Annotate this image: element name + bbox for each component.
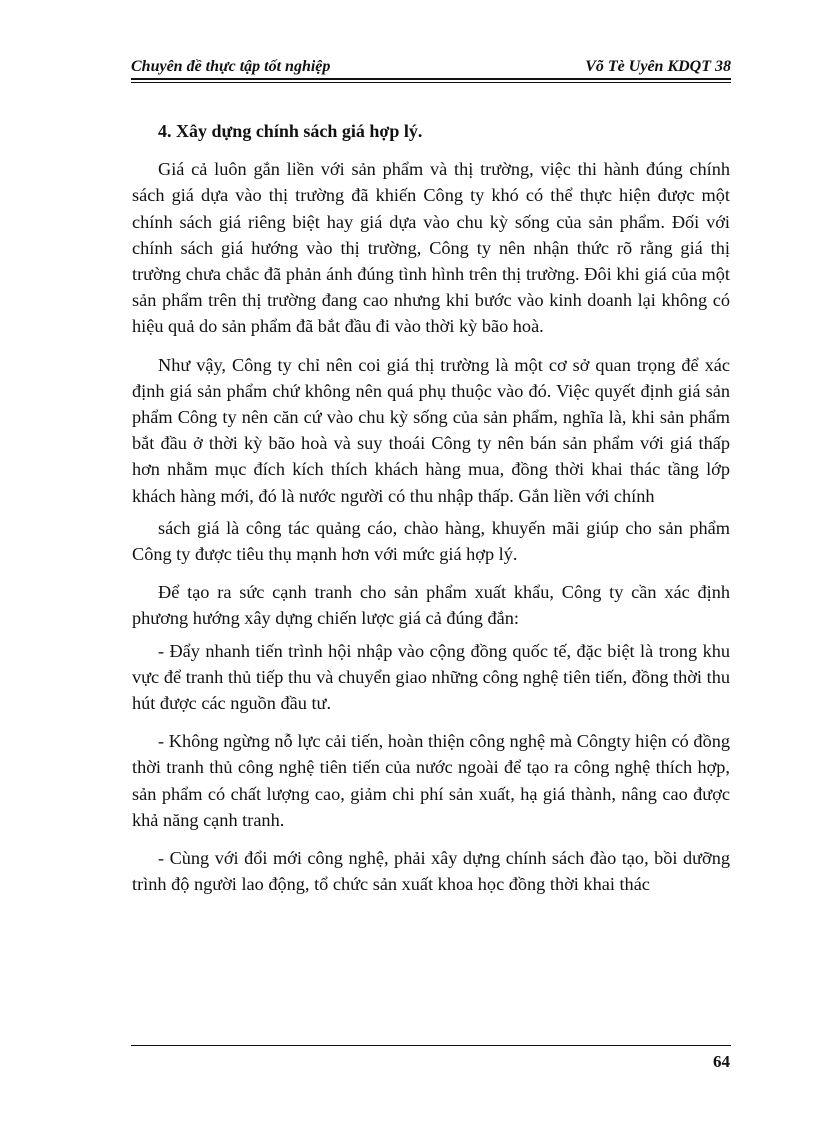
list-item-integration: - Đẩy nhanh tiến trình hội nhập vào cộng đồng quốc tế, đặc biệt là trong khu vực để tranh thủ tiếp thu và chuyển giao những công nghệ tiên tiến, đồng thời thu hút được các nguồn đầu tư. <box>132 640 730 714</box>
footer-rule <box>131 1045 731 1046</box>
list-item-technology: - Không ngừng nỗ lực cải tiến, hoàn thiện công nghệ mà Côngty hiện có đồng thời tranh thủ công nghệ tiên tiến của nước ngoài để tạo ra công nghệ thích hợp, sản phẩm có chất lượng cao, giảm chi phí sản xuất, hạ giá thành, nâng cao được khả năng cạnh tranh. <box>132 731 730 830</box>
paragraph-strategy-intro: Để tạo ra sức cạnh tranh cho sản phẩm xuất khẩu, Công ty cần xác định phương hướng xây dựng chiến lược giá cả đúng đắn: <box>132 582 730 629</box>
page-header <box>131 50 731 76</box>
paragraph-price-market: Giá cả luôn gắn liền với sản phẩm và thị trường, việc thi hành đúng chính sách giá dựa vào thị trường đã khiến Công ty khó có thể thực hiện được một chính sách giá riêng biệt hay giá dựa vào chu kỳ sống của sản phẩm. Đối với chính sách giá hướng vào thị trường, Công ty nên nhận thức rõ rằng giá thị trường chưa chắc đã phản ánh đúng tình hình trên thị trường. Đôi khi giá của một sản phẩm trên thị trường đang cao nhưng khi bước vào kinh doanh lại không có hiệu quả do sản phẩm đã bắt đầu đi vào thời kỳ bão hoà. <box>132 159 730 337</box>
section-heading: 4. Xây dựng chính sách giá hợp lý. <box>158 121 423 141</box>
page-body <box>132 118 730 909</box>
paragraph-promotion: sách giá là công tác quảng cáo, chào hàng, khuyến mãi giúp cho sản phẩm Công ty được tiêu thụ mạnh hơn với mức giá hợp lý. <box>132 517 730 565</box>
header-author: Võ Tè Uyên KDQT 38 <box>585 58 731 75</box>
header-title: Chuyên đề thực tập tốt nghiệp <box>131 58 331 75</box>
page-number: 64 <box>713 1052 730 1071</box>
list-item-training: - Cùng với đổi mới công nghệ, phải xây dựng chính sách đào tạo, bồi dưỡng trình độ người lao động, tổ chức sản xuất khoa học đồng thời khai thác <box>132 848 730 895</box>
paragraph-price-lifecycle: Như vậy, Công ty chỉ nên coi giá thị trường là một cơ sở quan trọng để xác định giá sản phẩm chứ không nên quá phụ thuộc vào đó. Việc quyết định giá sản phẩm Công ty nên căn cứ vào chu kỳ sống của sản phẩm, nghĩa là, khi sản phẩm bắt đầu ở thời kỳ bão hoà và suy thoái Công ty nên bán sản phẩm với giá thấp hơn nhằm mục đích kích thích khách hàng mua, đồng thời khai thác tầng lớp khách hàng mới, đó là nước người có thu nhập thấp. Gắn liền với chính <box>132 354 730 506</box>
header-rule <box>131 78 731 83</box>
